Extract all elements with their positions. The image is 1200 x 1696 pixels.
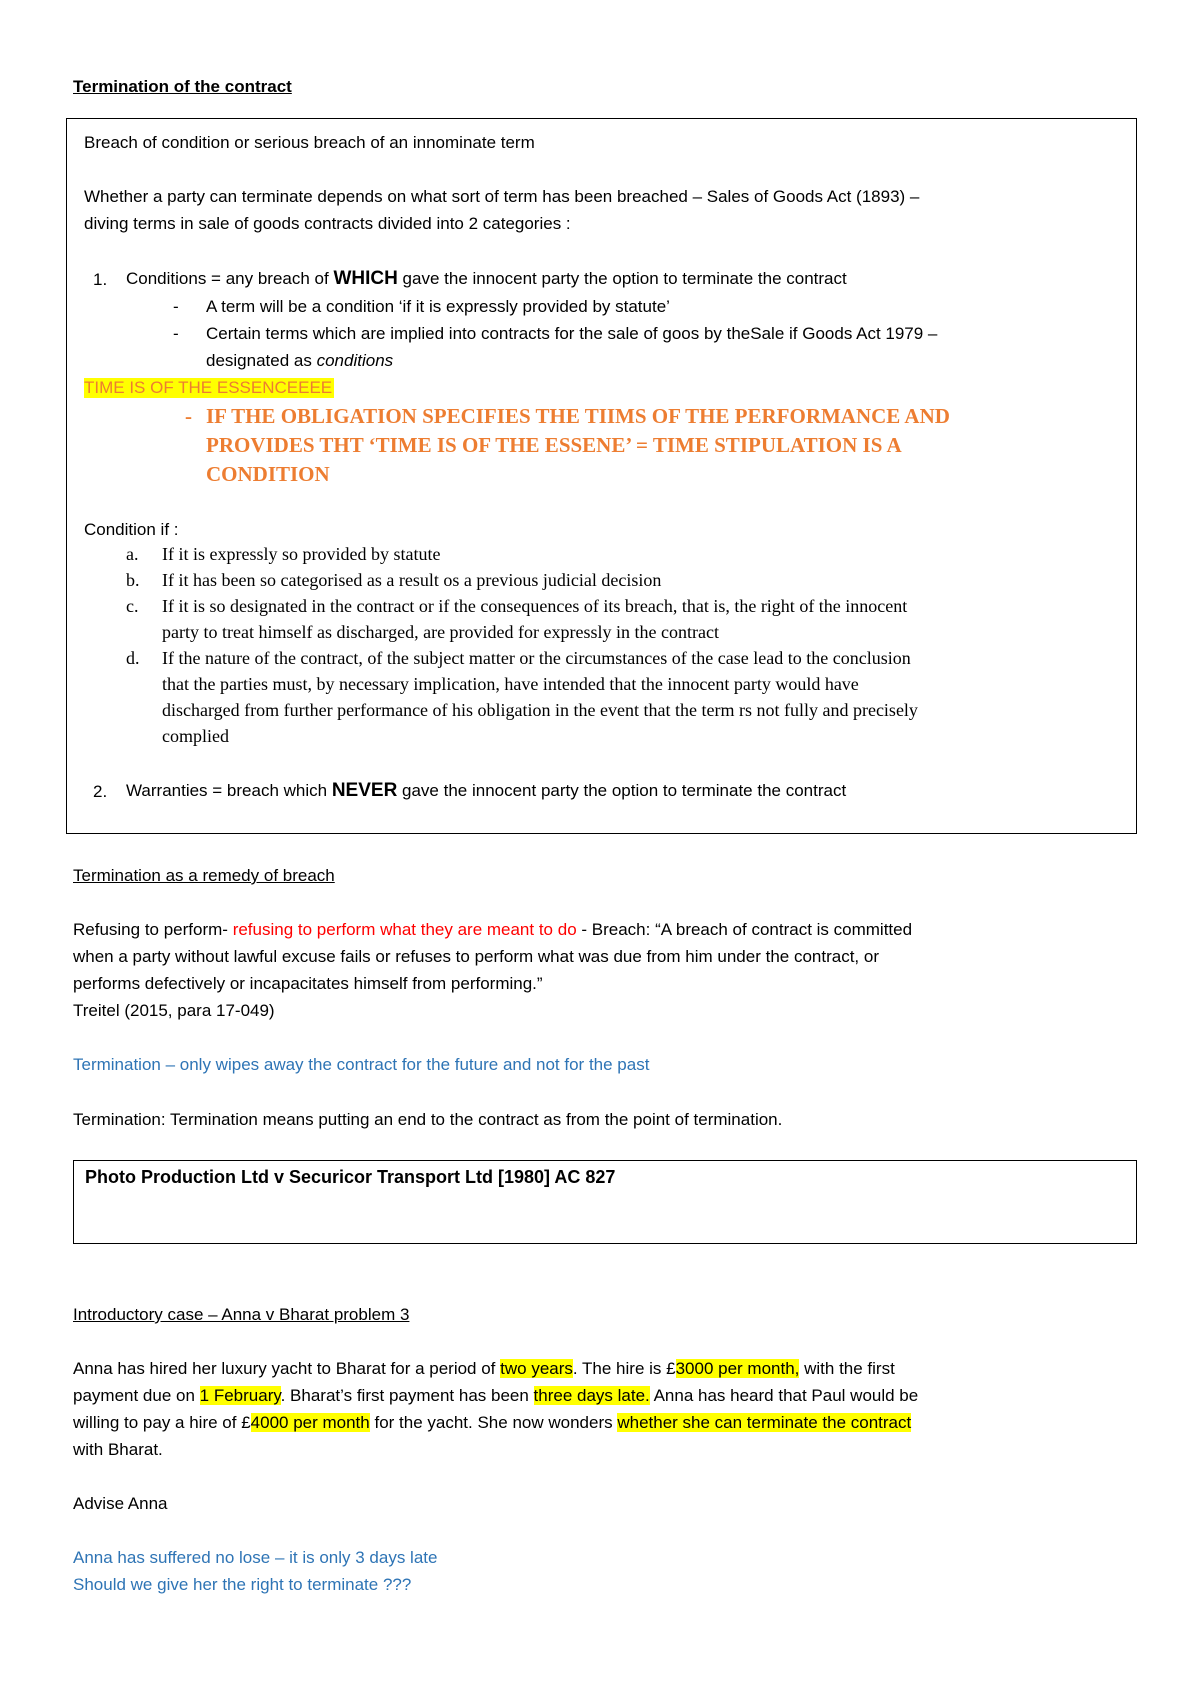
section2-heading: Termination as a remedy of breach [73,866,335,885]
l2-b: . Bharat’s first payment has been [280,1386,534,1405]
cond-d-line4: complied [162,726,229,746]
case-title: Photo Production Ltd v Securicor Transport Ltd [1980] AC 827 [85,1167,616,1187]
anna-line4: with Bharat. [73,1440,163,1459]
l1-c: with the first [799,1359,895,1378]
time-heading: TIME IS OF THE ESSENCEEEE [84,378,333,397]
blue-note1: Anna has suffered no lose – it is only 3 days late [73,1548,438,1567]
l2-hl-1-february: 1 February [199,1386,281,1405]
cond-b-label: b. [126,570,140,590]
sub2-dash: - [173,324,179,343]
l2-a: payment due on [73,1386,200,1405]
anna-line3 [73,1413,911,1433]
cond-a-label: a. [126,544,139,564]
l3-hl-4000: 4000 per month [250,1413,370,1432]
item1-bold: WHICH [333,268,398,289]
p1-pre: Refusing to perform- [73,920,233,939]
blue-note2: Should we give her the right to terminate ??? [73,1575,412,1594]
item2-number: 2. [93,782,108,801]
sub1-dash: - [173,297,179,316]
cond-b-line1: If it has been so categorised as a result os a previous judicial decision [162,570,662,590]
cond-d-line2: that the parties must, by necessary implication, have intended that the innocent party would have [162,674,859,694]
box1-intro-line2: diving terms in sale of goods contracts divided into 2 categories : [84,214,571,233]
time-line2: PROVIDES THT ‘TIME IS OF THE ESSENE’ = TIME STIPULATION IS A [206,433,902,457]
l2-c: Anna has heard that Paul would be [649,1386,919,1405]
section2-blue-line: Termination – only wipes away the contract for the future and not for the past [73,1055,650,1074]
cond-c-line2: party to treat himself as discharged, are provided for expressly in the contract [162,622,719,642]
sub2-line2-pre: designated as [206,351,317,370]
sub2-line2-italic: conditions [316,351,394,370]
l1-b: . The hire is £ [572,1359,676,1378]
l3-hl-terminate: whether she can terminate the contract [617,1413,912,1432]
section2-p1-line2: when a party without lawful excuse fails or refuses to perform what was due from him under the contract, or [73,947,879,966]
section3-heading: Introductory case – Anna v Bharat problem 3 [73,1305,410,1324]
l1-a: Anna has hired her luxury yacht to Bharat for a period of [73,1359,501,1378]
sub2-line2 [206,351,393,371]
item1-post: gave the innocent party the option to terminate the contract [397,269,847,288]
section2-definition: Termination: Termination means putting an end to the contract as from the point of termination. [73,1110,783,1129]
item1-pre: Conditions = any breach of [126,269,334,288]
time-dash: - [185,404,192,428]
cond-c-line1: If it is so designated in the contract or if the consequences of its breach, that is, the right of the innocent [162,596,908,616]
section2-p1-line3: performs defectively or incapacitates himself from performing.” [73,974,543,993]
anna-line2 [73,1386,918,1406]
item1-number: 1. [93,270,108,289]
item1-text [126,268,847,290]
section2-p1-line4: Treitel (2015, para 17-049) [73,1001,275,1020]
cond-a-line1: If it is expressly so provided by statute [162,544,441,564]
p1-red: refusing to perform what they are meant to do [232,920,577,939]
l3-b: for the yacht. She now wonders [369,1413,618,1432]
condition-if: Condition if : [84,520,179,539]
l1-hl-two-years: two years [500,1359,573,1378]
l1-hl-3000: 3000 per month, [675,1359,800,1378]
cond-c-label: c. [126,596,139,616]
time-line1: IF THE OBLIGATION SPECIFIES THE TIIMS OF THE PERFORMANCE AND [206,404,950,428]
l2-hl-three-days: three days late. [533,1386,650,1405]
item2-pre: Warranties = breach which [126,781,332,800]
section2-p1-line1 [73,920,912,940]
anna-line1 [73,1359,895,1379]
l3-a: willing to pay a hire of £ [73,1413,251,1432]
box1-intro-line1: Whether a party can terminate depends on what sort of term has been breached – Sales of Goods Act (1893) – [84,187,920,206]
advise-anna: Advise Anna [73,1494,168,1513]
sub1-text: A term will be a condition ‘if it is expressly provided by statute’ [206,297,670,316]
time-line3: CONDITION [206,462,330,486]
cond-d-label: d. [126,648,140,668]
p1-post: - Breach: “A breach of contract is committed [576,920,913,939]
page-title-text: Termination of the contract [73,77,292,96]
cond-d-line3: discharged from further performance of his obligation in the event that the term rs not fully and precisely [162,700,918,720]
item2-post: gave the innocent party the option to terminate the contract [397,781,847,800]
item2-bold: NEVER [331,780,398,801]
item2-text [126,780,846,802]
box1-heading: Breach of condition or serious breach of an innominate term [84,133,535,152]
sub2-line1: Certain terms which are implied into contracts for the sale of goos by theSale if Goods Act 1979 – [206,324,938,343]
cond-d-line1: If the nature of the contract, of the subject matter or the circumstances of the case lead to the conclusion [162,648,911,668]
page-title [73,77,292,97]
